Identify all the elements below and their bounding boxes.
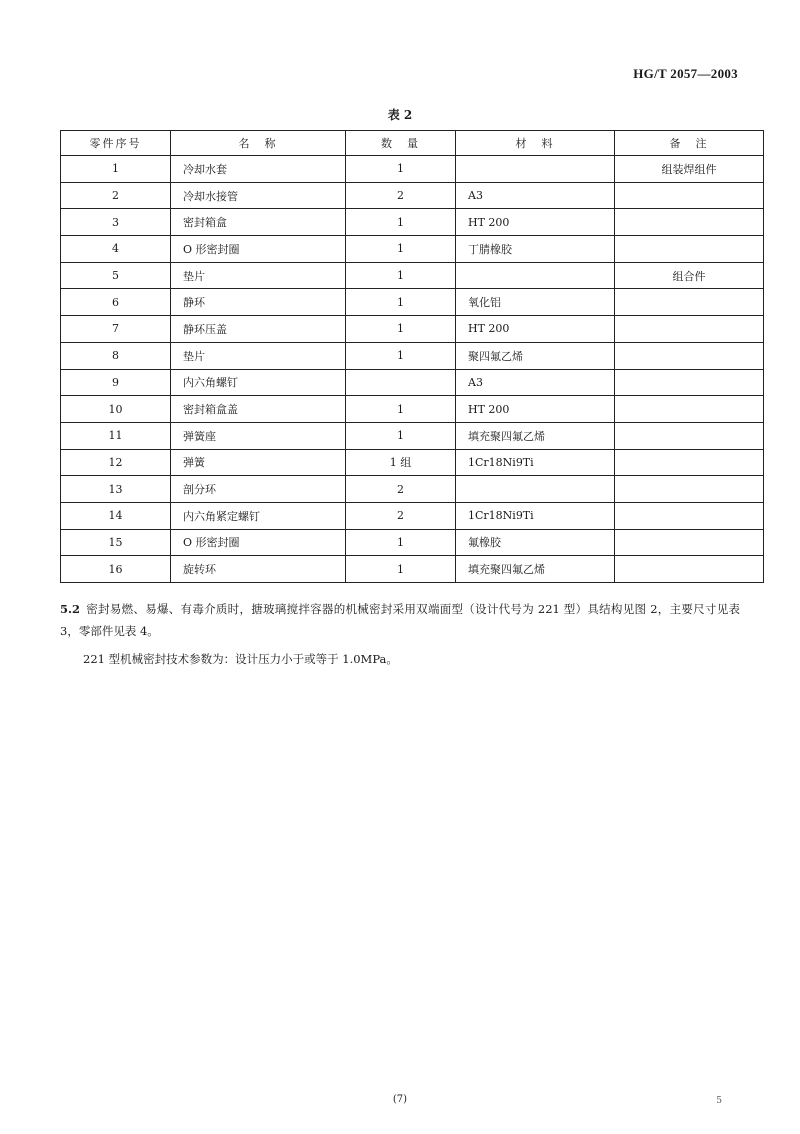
part-name-cell: 旋转环 — [171, 556, 346, 583]
table-row — [61, 236, 764, 263]
quantity-cell: 1 — [346, 556, 456, 583]
material-cell: 1Cr18Ni9Ti — [456, 502, 615, 529]
remarks-cell — [615, 502, 764, 529]
header-part-no: 零件序号 — [61, 131, 171, 156]
part-name-cell: 剖分环 — [171, 476, 346, 503]
part-no-cell: 10 — [61, 396, 171, 423]
part-name-cell: 弹簧座 — [171, 422, 346, 449]
table-row — [61, 369, 764, 396]
part-name-cell: 冷却水套 — [171, 156, 346, 183]
quantity-cell: 1 — [346, 236, 456, 263]
part-name-cell: 静环 — [171, 289, 346, 316]
table-row — [61, 262, 764, 289]
remarks-cell — [615, 369, 764, 396]
table-row — [61, 156, 764, 183]
remarks-cell — [615, 342, 764, 369]
paragraph-5-2 — [60, 598, 740, 642]
material-cell: HT 200 — [456, 316, 615, 343]
part-name-cell: 静环压盖 — [171, 316, 346, 343]
part-name-cell: 内六角螺钉 — [171, 369, 346, 396]
remarks-cell — [615, 422, 764, 449]
material-cell: HT 200 — [456, 209, 615, 236]
paragraph-text: 密封易燃、易爆、有毒介质时，搪玻璃搅拌容器的机械密封采用双端面型（设计代号为 221 型）具结构见图 2，主要尺寸见表 3，零部件见表 4。 — [60, 602, 740, 638]
part-name-cell: 内六角紧定螺钉 — [171, 502, 346, 529]
section-number: 5.2 — [60, 602, 81, 616]
material-cell: 氧化铝 — [456, 289, 615, 316]
part-name-cell: 弹簧 — [171, 449, 346, 476]
remarks-cell — [615, 236, 764, 263]
table-header — [61, 131, 764, 156]
remarks-cell — [615, 396, 764, 423]
quantity-cell: 1 — [346, 262, 456, 289]
table-row — [61, 289, 764, 316]
part-no-cell: 5 — [61, 262, 171, 289]
part-no-cell: 4 — [61, 236, 171, 263]
quantity-cell: 1 — [346, 289, 456, 316]
header-quantity: 数 量 — [346, 131, 456, 156]
part-no-cell: 13 — [61, 476, 171, 503]
remarks-cell — [615, 316, 764, 343]
quantity-cell: 1 — [346, 209, 456, 236]
part-no-cell: 7 — [61, 316, 171, 343]
part-no-cell: 11 — [61, 422, 171, 449]
part-no-cell: 6 — [61, 289, 171, 316]
material-cell: 填充聚四氟乙烯 — [456, 422, 615, 449]
material-cell — [456, 476, 615, 503]
paragraph-technical-parameters: 221 型机械密封技术参数为：设计压力小于或等于 1.0MPa。 — [83, 652, 398, 666]
material-cell — [456, 262, 615, 289]
part-no-cell: 3 — [61, 209, 171, 236]
quantity-cell: 1 — [346, 529, 456, 556]
table-row — [61, 502, 764, 529]
material-cell: 1Cr18Ni9Ti — [456, 449, 615, 476]
material-cell: HT 200 — [456, 396, 615, 423]
quantity-cell: 2 — [346, 476, 456, 503]
remarks-cell — [615, 289, 764, 316]
material-cell: A3 — [456, 369, 615, 396]
table-row — [61, 316, 764, 343]
part-name-cell: O 形密封圈 — [171, 236, 346, 263]
table-row — [61, 556, 764, 583]
quantity-cell — [346, 369, 456, 396]
table-row — [61, 422, 764, 449]
quantity-cell: 1 — [346, 342, 456, 369]
part-name-cell: 密封箱盒 — [171, 209, 346, 236]
remarks-cell: 组装焊组件 — [615, 156, 764, 183]
part-no-cell: 9 — [61, 369, 171, 396]
part-no-cell: 2 — [61, 182, 171, 209]
remarks-cell — [615, 182, 764, 209]
quantity-cell: 1 — [346, 422, 456, 449]
remarks-cell — [615, 556, 764, 583]
table-row — [61, 209, 764, 236]
table-row — [61, 476, 764, 503]
material-cell — [456, 156, 615, 183]
part-name-cell: 冷却水接管 — [171, 182, 346, 209]
material-cell: 丁腈橡胶 — [456, 236, 615, 263]
part-name-cell: 垫片 — [171, 342, 346, 369]
remarks-cell — [615, 209, 764, 236]
table-row — [61, 529, 764, 556]
part-no-cell: 16 — [61, 556, 171, 583]
part-name-cell: 密封箱盒盖 — [171, 396, 346, 423]
header-name: 名 称 — [171, 131, 346, 156]
part-name-cell: O 形密封圈 — [171, 529, 346, 556]
table-row — [61, 342, 764, 369]
remarks-cell — [615, 449, 764, 476]
material-cell: 聚四氟乙烯 — [456, 342, 615, 369]
table-row — [61, 449, 764, 476]
quantity-cell: 1 — [346, 396, 456, 423]
remarks-cell: 组合件 — [615, 262, 764, 289]
part-no-cell: 8 — [61, 342, 171, 369]
material-cell: A3 — [456, 182, 615, 209]
parts-table — [60, 130, 764, 583]
table-header-row — [61, 131, 764, 156]
quantity-cell: 2 — [346, 502, 456, 529]
part-no-cell: 14 — [61, 502, 171, 529]
material-cell: 填充聚四氟乙烯 — [456, 556, 615, 583]
part-no-cell: 1 — [61, 156, 171, 183]
part-no-cell: 15 — [61, 529, 171, 556]
quantity-cell: 1 组 — [346, 449, 456, 476]
standard-code: HG/T 2057—2003 — [633, 66, 738, 81]
remarks-cell — [615, 529, 764, 556]
quantity-cell: 1 — [346, 316, 456, 343]
table-row — [61, 396, 764, 423]
table-caption: 表 2 — [387, 108, 413, 122]
header-material: 材 料 — [456, 131, 615, 156]
part-no-cell: 12 — [61, 449, 171, 476]
quantity-cell: 1 — [346, 156, 456, 183]
table-body — [61, 156, 764, 583]
remarks-cell — [615, 476, 764, 503]
corner-mark: 5 — [716, 1096, 722, 1106]
material-cell: 氟橡胶 — [456, 529, 615, 556]
page-number: (7) — [392, 1094, 408, 1105]
part-name-cell: 垫片 — [171, 262, 346, 289]
header-remarks: 备 注 — [615, 131, 764, 156]
table-row — [61, 182, 764, 209]
quantity-cell: 2 — [346, 182, 456, 209]
